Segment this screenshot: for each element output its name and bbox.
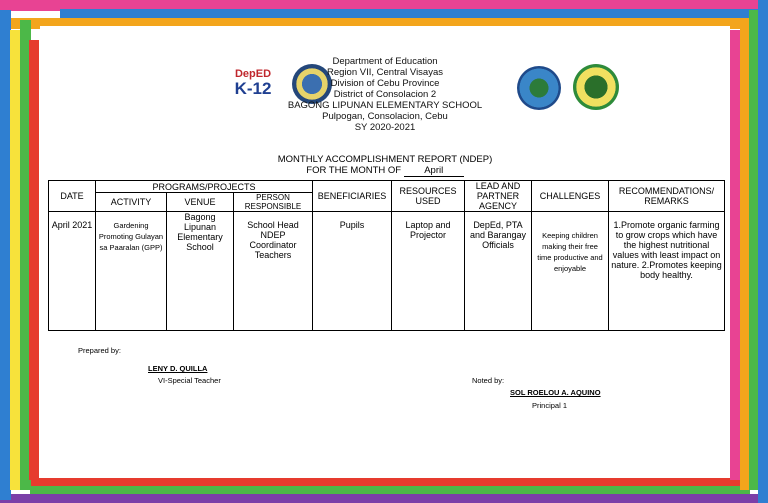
noted-by-title: Principal 1 (532, 401, 568, 410)
letterhead-line: District of Consolacion 2 (333, 89, 437, 100)
cell-person: School Head NDEP Coordinator Teachers (234, 212, 313, 331)
table-header-row (49, 181, 725, 193)
letterhead-line: BAGONG LIPUNAN ELEMENTARY SCHOOL (287, 100, 483, 111)
pencil-left-4 (29, 40, 39, 480)
report-title-block (40, 154, 730, 177)
letterhead (40, 56, 730, 133)
header-date: DATE (49, 181, 96, 212)
header-activity: ACTIVITY (96, 193, 167, 212)
cell-venue: Bagong Lipunan Elementary School (167, 212, 234, 331)
letterhead-line: Department of Education (332, 56, 438, 67)
deped-logo-text: DepED (234, 68, 272, 80)
pencil-right-4 (758, 0, 768, 503)
cell-activity: Gardening Promoting Gulayan sa Paaralan (GPP) (96, 212, 167, 331)
month-value: April (404, 165, 464, 177)
header-beneficiaries: BENEFICIARIES (313, 181, 392, 212)
header-venue: VENUE (167, 193, 234, 212)
cell-date: April 2021 (49, 212, 96, 331)
noted-by-label: Noted by: (472, 376, 505, 385)
noted-by-name: SOL ROELOU A. AQUINO (510, 388, 601, 397)
cell-resources: Laptop and Projector (392, 212, 465, 331)
k12-logo-text: K-12 (234, 79, 272, 98)
header-resources: RESOURCES USED (392, 181, 465, 212)
prepared-by-title: VI-Special Teacher (158, 376, 221, 385)
pencil-right-1 (730, 30, 740, 480)
month-label: FOR THE MONTH OF (306, 165, 402, 176)
header-lead: LEAD AND PARTNER AGENCY (465, 181, 532, 212)
report-page (40, 26, 730, 478)
letterhead-line: SY 2020-2021 (354, 122, 416, 133)
letterhead-line: Pulpogan, Consolacion, Cebu (322, 111, 448, 122)
prepared-by-label: Prepared by: (78, 346, 121, 355)
header-person: PERSON RESPONSIBLE (234, 193, 313, 212)
report-title: MONTHLY ACCOMPLISHMENT REPORT (NDEP) (277, 154, 493, 165)
prepared-by-name: LENY D. QUILLA (148, 364, 208, 373)
cell-challenges: Keeping children making their free time productive and enjoyable (532, 212, 609, 331)
accomplishment-table (48, 180, 725, 331)
pencil-bottom-3 (0, 494, 768, 503)
cell-beneficiaries: Pupils (313, 212, 392, 331)
letterhead-line: Region VII, Central Visayas (327, 67, 443, 78)
cell-recommendations: 1.Promote organic farming to grow crops which have the highest nutritional values with least impact on nature. 2.Promotes keeping body healthy. (609, 212, 725, 331)
header-recommendations: RECOMMENDATIONS/ REMARKS (609, 181, 725, 212)
letterhead-line: Division of Cebu Province (330, 78, 440, 89)
table-row (49, 212, 725, 331)
report-month-line (40, 165, 730, 177)
header-challenges: CHALLENGES (532, 181, 609, 212)
header-programs: PROGRAMS/PROJECTS (96, 181, 313, 193)
cell-lead: DepEd, PTA and Barangay Officials (465, 212, 532, 331)
